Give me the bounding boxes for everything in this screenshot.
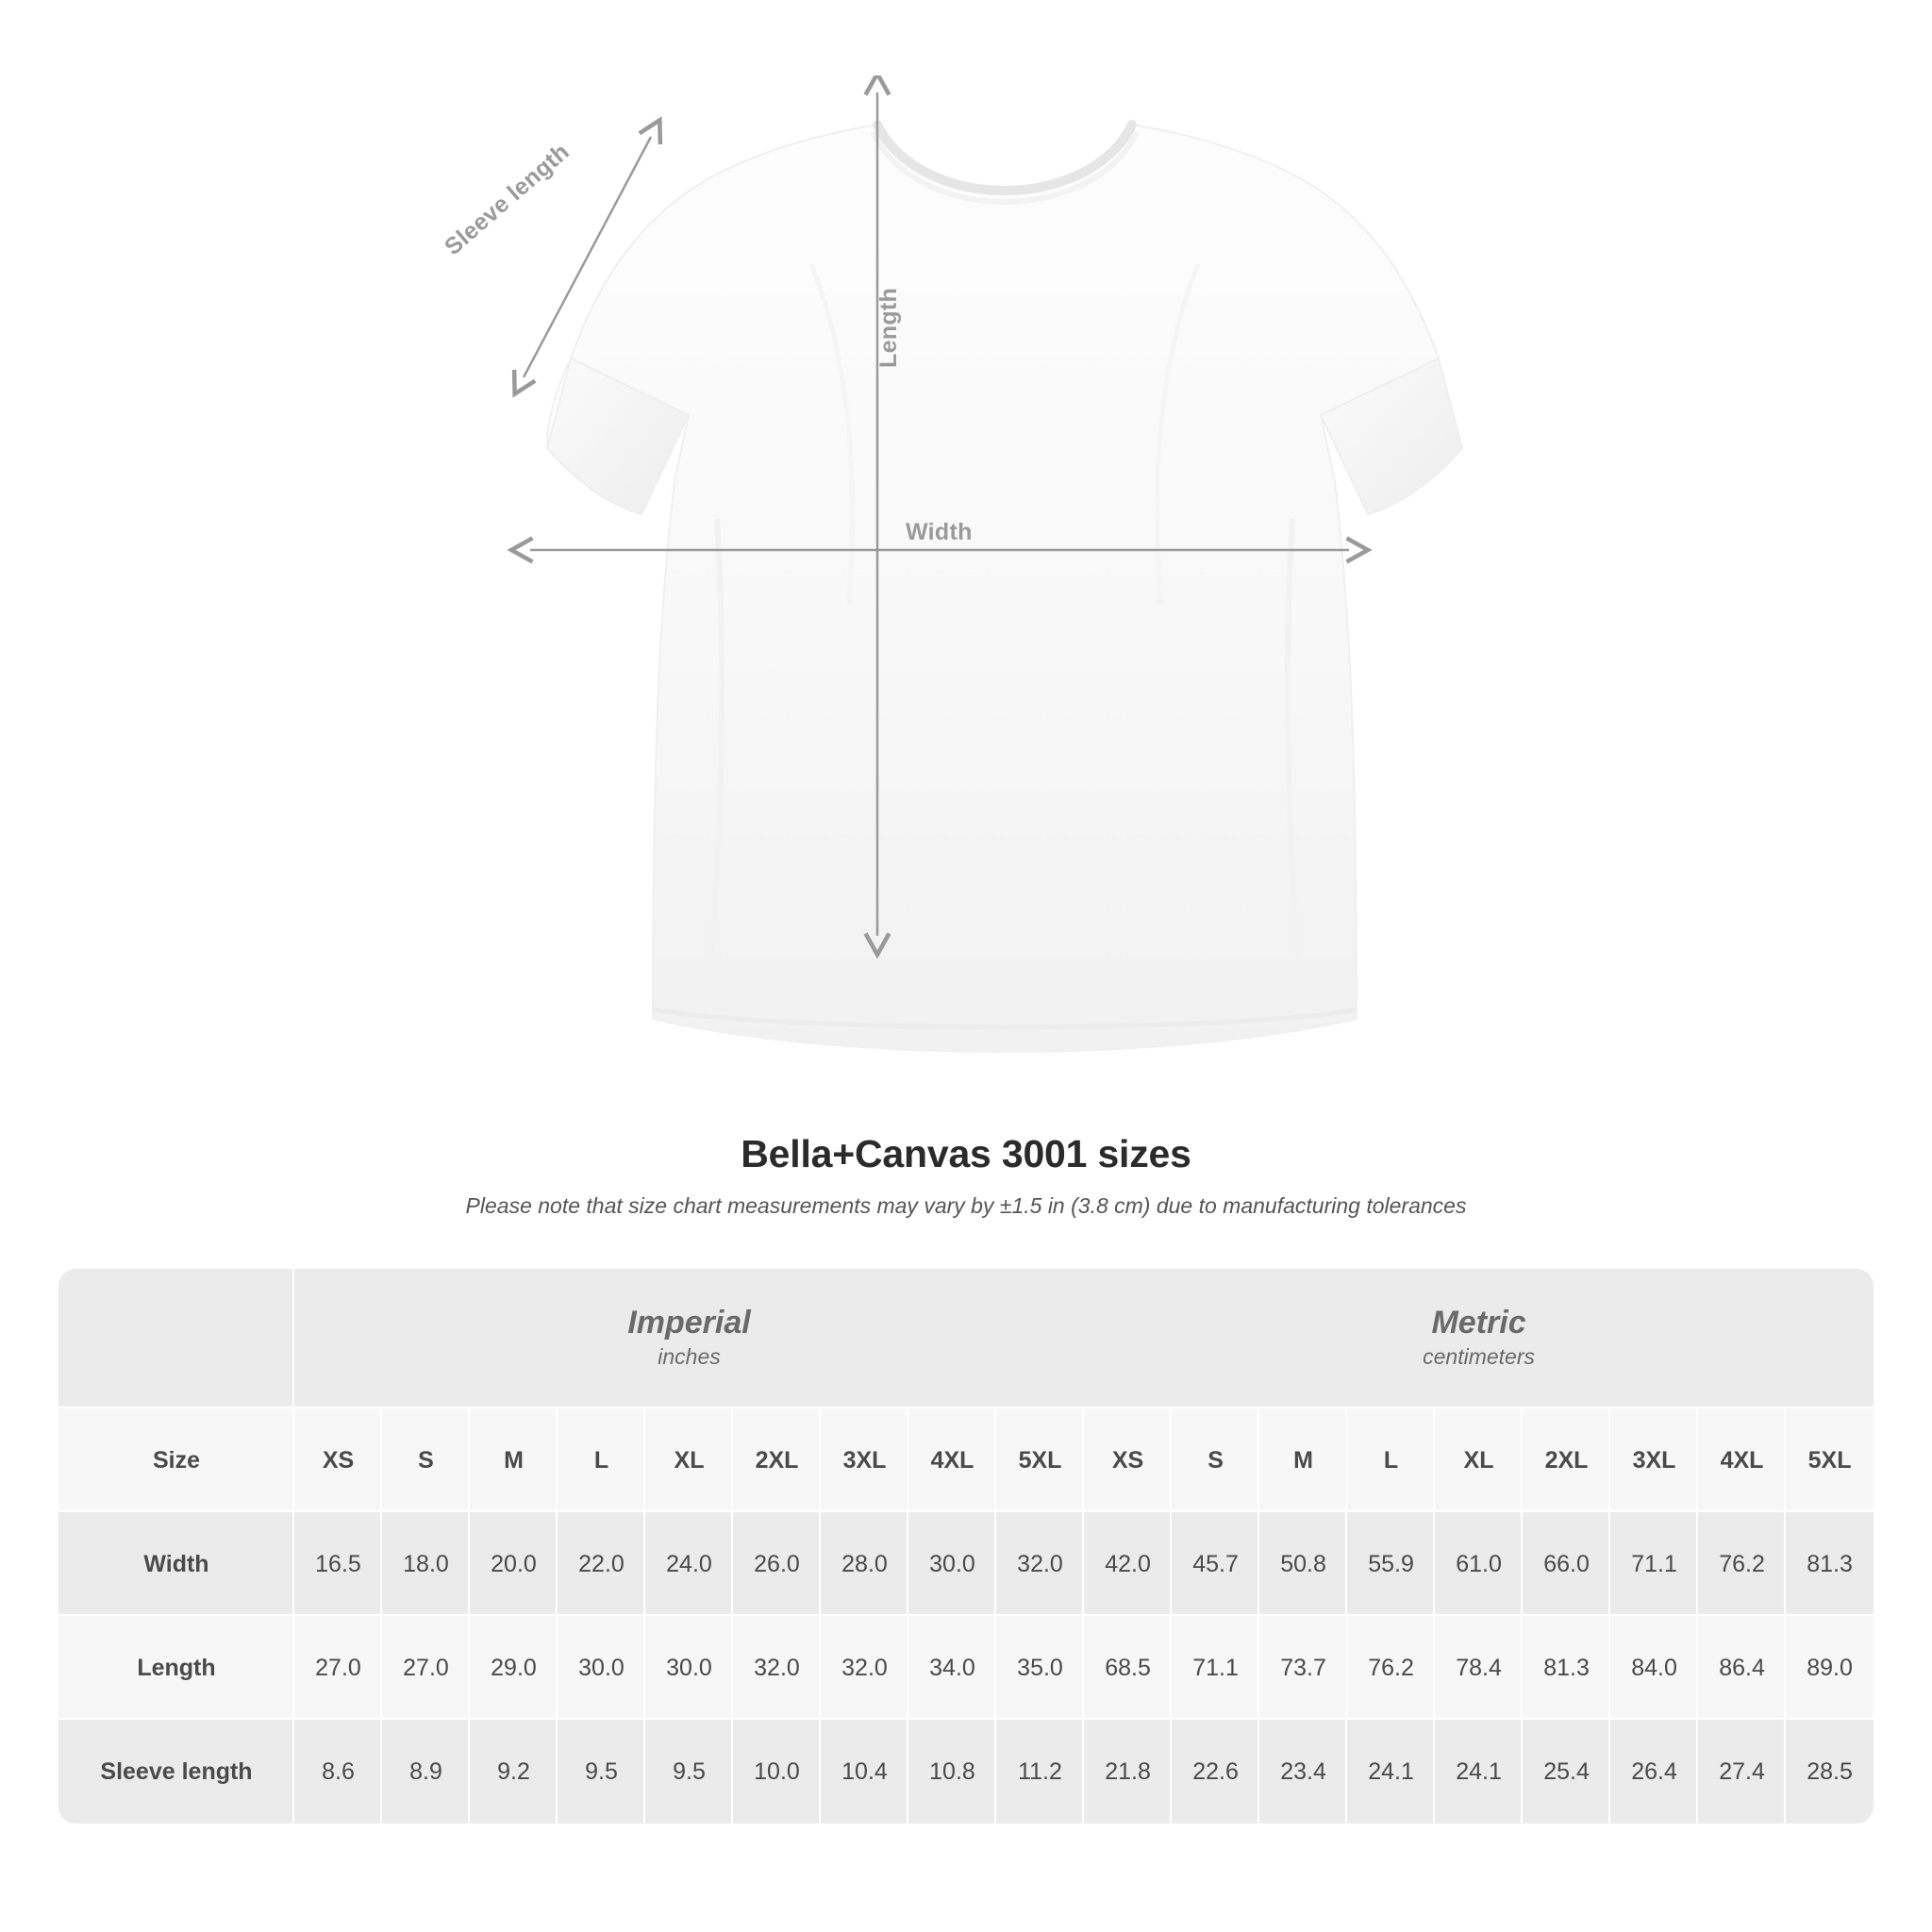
row-label-sleeve-length: Sleeve length xyxy=(58,1720,294,1824)
cell-sleeve-metric-3xl: 26.4 xyxy=(1610,1720,1698,1824)
cell-sleeve-imperial-2xl: 10.0 xyxy=(733,1720,821,1824)
header-size-imperial-m: M xyxy=(470,1408,558,1512)
heading-block xyxy=(0,1132,1932,1219)
cell-width-metric-xs: 42.0 xyxy=(1084,1512,1172,1616)
unit-group-metric xyxy=(1084,1269,1874,1408)
cell-sleeve-metric-4xl: 27.4 xyxy=(1698,1720,1786,1824)
cell-sleeve-metric-m: 23.4 xyxy=(1259,1720,1347,1824)
cell-length-imperial-xs: 27.0 xyxy=(294,1616,382,1720)
header-size-imperial-2xl: 2XL xyxy=(733,1408,821,1512)
header-size-imperial-l: L xyxy=(558,1408,645,1512)
header-size-metric-2xl: 2XL xyxy=(1523,1408,1610,1512)
cell-sleeve-imperial-5xl: 11.2 xyxy=(996,1720,1084,1824)
tolerance-note: Please note that size chart measurements may vary by ±1.5 in (3.8 cm) due to manufacturing tolerances xyxy=(465,1193,1467,1218)
table-row xyxy=(58,1720,1874,1824)
header-size-imperial-5xl: 5XL xyxy=(996,1408,1084,1512)
cell-length-imperial-xl: 30.0 xyxy=(645,1616,733,1720)
length-annotation: Length xyxy=(875,287,902,368)
header-size-label: Size xyxy=(58,1408,294,1512)
header-size-metric-l: L xyxy=(1347,1408,1435,1512)
header-size-imperial-xs: XS xyxy=(294,1408,382,1512)
cell-sleeve-imperial-m: 9.2 xyxy=(470,1720,558,1824)
header-size-metric-xl: XL xyxy=(1435,1408,1523,1512)
cell-sleeve-imperial-s: 8.9 xyxy=(382,1720,470,1824)
cell-width-imperial-4xl: 30.0 xyxy=(908,1512,996,1616)
cell-length-imperial-s: 27.0 xyxy=(382,1616,470,1720)
cell-sleeve-imperial-xl: 9.5 xyxy=(645,1720,733,1824)
cell-sleeve-metric-xs: 21.8 xyxy=(1084,1720,1172,1824)
cell-sleeve-metric-2xl: 25.4 xyxy=(1523,1720,1610,1824)
cell-width-metric-m: 50.8 xyxy=(1259,1512,1347,1616)
table-row xyxy=(58,1512,1874,1616)
cell-width-metric-4xl: 76.2 xyxy=(1698,1512,1786,1616)
row-label-length: Length xyxy=(58,1616,294,1720)
header-size-metric-s: S xyxy=(1172,1408,1259,1512)
cell-width-metric-xl: 61.0 xyxy=(1435,1512,1523,1616)
sleeve-length-annotation: Sleeve length xyxy=(440,138,575,261)
cell-length-metric-2xl: 81.3 xyxy=(1523,1616,1610,1720)
header-size-metric-3xl: 3XL xyxy=(1610,1408,1698,1512)
cell-sleeve-metric-5xl: 28.5 xyxy=(1786,1720,1874,1824)
cell-sleeve-imperial-l: 9.5 xyxy=(558,1720,645,1824)
size-header-row xyxy=(58,1408,1874,1512)
header-size-metric-xs: XS xyxy=(1084,1408,1172,1512)
size-table-wrapper xyxy=(58,1269,1874,1824)
header-size-imperial-4xl: 4XL xyxy=(908,1408,996,1512)
cell-length-metric-xl: 78.4 xyxy=(1435,1616,1523,1720)
header-size-imperial-3xl: 3XL xyxy=(821,1408,908,1512)
cell-length-metric-s: 71.1 xyxy=(1172,1616,1259,1720)
cell-length-metric-xs: 68.5 xyxy=(1084,1616,1172,1720)
header-size-metric-m: M xyxy=(1259,1408,1347,1512)
cell-length-imperial-m: 29.0 xyxy=(470,1616,558,1720)
cell-width-imperial-5xl: 32.0 xyxy=(996,1512,1084,1616)
cell-width-imperial-s: 18.0 xyxy=(382,1512,470,1616)
cell-length-imperial-4xl: 34.0 xyxy=(908,1616,996,1720)
cell-width-imperial-m: 20.0 xyxy=(470,1512,558,1616)
table-row xyxy=(58,1616,1874,1720)
cell-length-metric-m: 73.7 xyxy=(1259,1616,1347,1720)
header-size-imperial-xl: XL xyxy=(645,1408,733,1512)
unit-group-row xyxy=(58,1269,1874,1408)
cell-width-imperial-2xl: 26.0 xyxy=(733,1512,821,1616)
cell-sleeve-imperial-xs: 8.6 xyxy=(294,1720,382,1824)
unit-group-imperial-name: Imperial xyxy=(627,1305,751,1341)
tshirt-graphic xyxy=(406,75,1528,1057)
cell-width-metric-3xl: 71.1 xyxy=(1610,1512,1698,1616)
cell-width-imperial-l: 22.0 xyxy=(558,1512,645,1616)
header-size-metric-4xl: 4XL xyxy=(1698,1408,1786,1512)
cell-length-imperial-3xl: 32.0 xyxy=(821,1616,908,1720)
cell-length-metric-5xl: 89.0 xyxy=(1786,1616,1874,1720)
cell-sleeve-metric-l: 24.1 xyxy=(1347,1720,1435,1824)
header-size-imperial-s: S xyxy=(382,1408,470,1512)
cell-length-metric-3xl: 84.0 xyxy=(1610,1616,1698,1720)
cell-sleeve-imperial-3xl: 10.4 xyxy=(821,1720,908,1824)
width-annotation: Width xyxy=(906,519,973,545)
cell-width-metric-s: 45.7 xyxy=(1172,1512,1259,1616)
unit-group-metric-name: Metric xyxy=(1431,1305,1526,1341)
cell-width-metric-2xl: 66.0 xyxy=(1523,1512,1610,1616)
cell-length-imperial-l: 30.0 xyxy=(558,1616,645,1720)
unit-group-imperial xyxy=(294,1269,1084,1408)
cell-width-metric-l: 55.9 xyxy=(1347,1512,1435,1616)
size-table xyxy=(58,1269,1874,1824)
cell-length-imperial-2xl: 32.0 xyxy=(733,1616,821,1720)
unit-group-imperial-sub: inches xyxy=(658,1344,721,1370)
cell-length-metric-l: 76.2 xyxy=(1347,1616,1435,1720)
cell-length-metric-4xl: 86.4 xyxy=(1698,1616,1786,1720)
cell-sleeve-metric-xl: 24.1 xyxy=(1435,1720,1523,1824)
cell-width-imperial-xl: 24.0 xyxy=(645,1512,733,1616)
tshirt-svg xyxy=(406,75,1528,1057)
row-label-width: Width xyxy=(58,1512,294,1616)
cell-width-imperial-xs: 16.5 xyxy=(294,1512,382,1616)
unit-group-metric-sub: centimeters xyxy=(1423,1344,1535,1370)
cell-sleeve-imperial-4xl: 10.8 xyxy=(908,1720,996,1824)
cell-sleeve-metric-s: 22.6 xyxy=(1172,1720,1259,1824)
header-size-metric-5xl: 5XL xyxy=(1786,1408,1874,1512)
page-title: Bella+Canvas 3001 sizes xyxy=(741,1132,1191,1175)
cell-length-imperial-5xl: 35.0 xyxy=(996,1616,1084,1720)
unit-row-corner xyxy=(58,1269,294,1408)
cell-width-imperial-3xl: 28.0 xyxy=(821,1512,908,1616)
cell-width-metric-5xl: 81.3 xyxy=(1786,1512,1874,1616)
